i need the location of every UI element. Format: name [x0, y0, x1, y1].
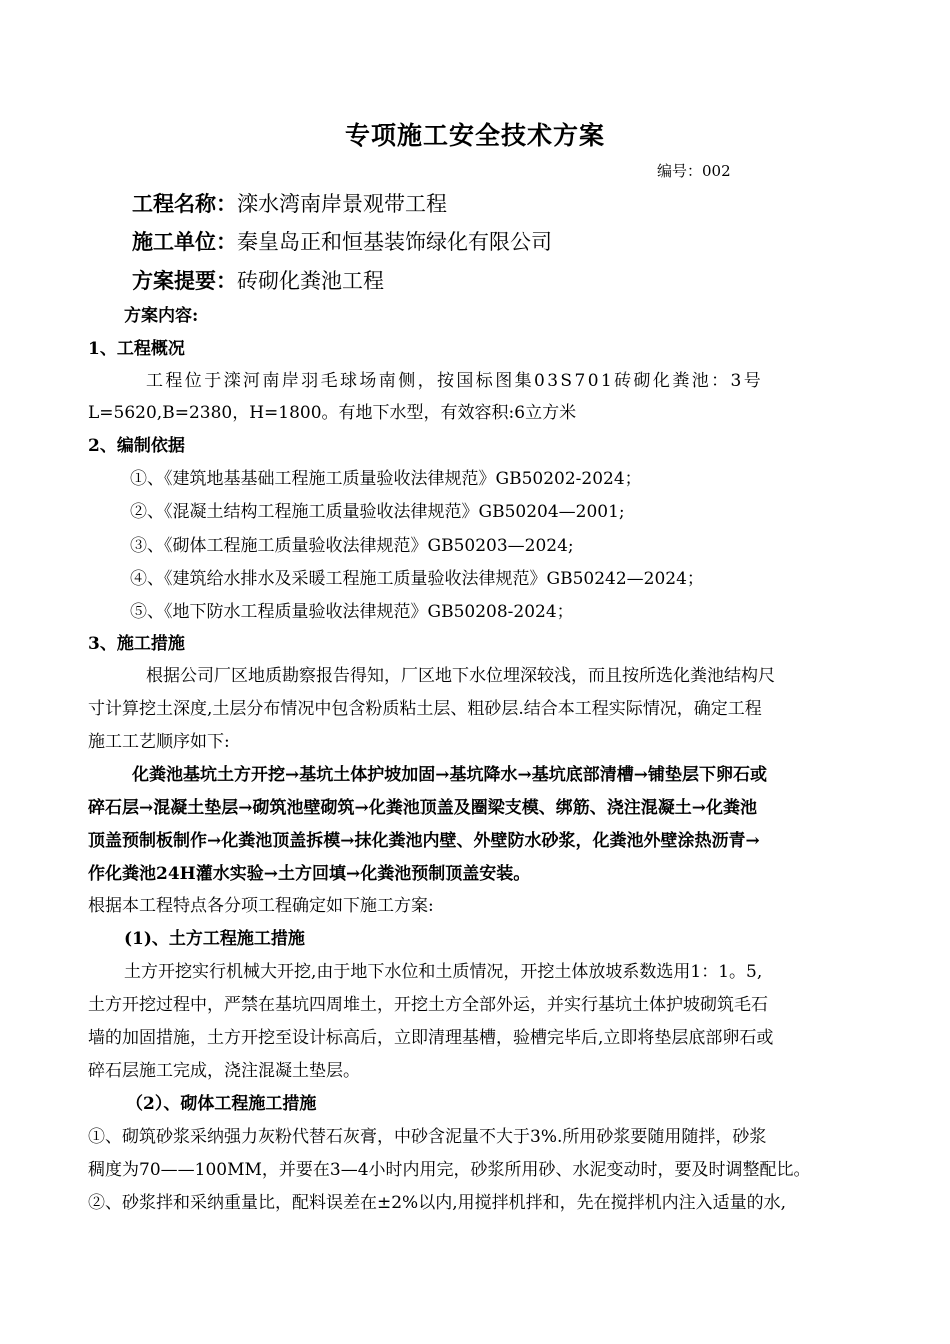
- subsection-1-line: 碎石层施工完成，浇注混凝土垫层。: [88, 1061, 360, 1081]
- subsection-2-line: ①、砌筑砂浆采纳强力灰粉代替石灰膏，中砂含泥量不大于3%.所用砂浆要随用随拌，砂浆: [88, 1127, 767, 1147]
- project-name-value: 滦水湾南岸景观带工程: [237, 192, 447, 216]
- section-1-line-2: L=5620,B=2380，H=1800。有地下水型，有效容积:6立方米: [88, 403, 577, 423]
- summary-value: 砖砌化粪池工程: [237, 269, 384, 293]
- contractor-value: 秦皇岛正和恒基装饰绿化有限公司: [237, 230, 552, 254]
- summary-label: 方案提要：: [132, 268, 237, 293]
- project-name-row: [132, 188, 447, 218]
- subsection-1-line: 土方开挖实行机械大开挖,由于地下水位和土质情况，开挖土体放坡系数选用1：1。5,: [124, 962, 763, 982]
- project-name-label: 工程名称：: [132, 191, 237, 216]
- section-3-paragraph-line: 根据公司厂区地质勘察报告得知，厂区地下水位埋深较浅，而且按所选化粪池结构尺: [146, 666, 775, 686]
- section-3-heading: 3、施工措施: [88, 634, 185, 654]
- contractor-label: 施工单位：: [132, 229, 237, 254]
- process-flow-line: 碎石层→混凝土垫层→砌筑池壁砌筑→化粪池顶盖及圈梁支模、绑筋、浇注混凝土→化粪池: [88, 798, 757, 818]
- subsection-1-line: 土方开挖过程中，严禁在基坑四周堆土，开挖土方全部外运，并实行基坑土体护坡砌筑毛石: [88, 995, 768, 1015]
- reference-item: ⑤、《地下防水工程质量验收法律规范》GB50208-2024；: [130, 602, 574, 622]
- section-2-heading: 2、编制依据: [88, 436, 185, 456]
- process-flow-line: 顶盖预制板制作→化粪池顶盖拆模→抹化粪池内壁、外壁防水砂浆，化粪池外壁涂热沥青→: [88, 831, 760, 851]
- section-1-heading: 1、工程概况: [88, 339, 185, 359]
- subsection-1-line: 墙的加固措施，土方开挖至设计标高后，立即清理基槽，验槽完毕后,立即将垫层底部卵石或: [88, 1028, 774, 1048]
- subsection-1-heading: (1)、土方工程施工措施: [124, 929, 305, 949]
- process-flow-line: 作化粪池24H灌水实验→土方回填→化粪池预制顶盖安装。: [88, 864, 531, 884]
- page-title: 专项施工安全技术方案: [344, 121, 605, 150]
- subsection-2-line: ②、砂浆拌和采纳重量比，配料误差在±2%以内,用搅拌机拌和，先在搅拌机内注入适量的水,: [88, 1193, 787, 1213]
- reference-item: ①、《建筑地基基础工程施工质量验收法律规范》GB50202-2024；: [130, 469, 642, 489]
- section-3-paragraph-line: 寸计算挖土深度,土层分布情况中包含粉质粘土层、粗砂层.结合本工程实际情况，确定工程: [88, 699, 762, 719]
- content-label: 方案内容:: [124, 306, 199, 326]
- process-flow-line: 化粪池基坑土方开挖→基坑土体护坡加固→基坑降水→基坑底部清槽→铺垫层下卵石或: [132, 765, 767, 785]
- subsection-2-line: 稠度为70——100MM，并要在3—4小时内用完，砂浆所用砂、水泥变动时，要及时调整配比。: [88, 1160, 811, 1180]
- subsection-2-heading: （2）、砌体工程施工措施: [126, 1094, 317, 1114]
- section-3-paragraph-line: 施工工艺顺序如下:: [88, 732, 230, 752]
- section-3-intro: 根据本工程特点各分项工程确定如下施工方案:: [88, 896, 434, 916]
- reference-item: ③、《砌体工程施工质量验收法律规范》GB50203—2024;: [130, 536, 574, 556]
- summary-row: [132, 265, 384, 295]
- reference-item: ④、《建筑给水排水及采暖工程施工质量验收法律规范》GB50242—2024；: [130, 569, 704, 589]
- contractor-row: [132, 226, 552, 256]
- section-1-line-1: 工程位于滦河南岸羽毛球场南侧，按国标图集03S701砖砌化粪池：3号: [146, 371, 764, 391]
- reference-item: ②、《混凝土结构工程施工质量验收法律规范》GB50204—2001;: [130, 502, 625, 522]
- document-number: 编号：002: [657, 162, 731, 180]
